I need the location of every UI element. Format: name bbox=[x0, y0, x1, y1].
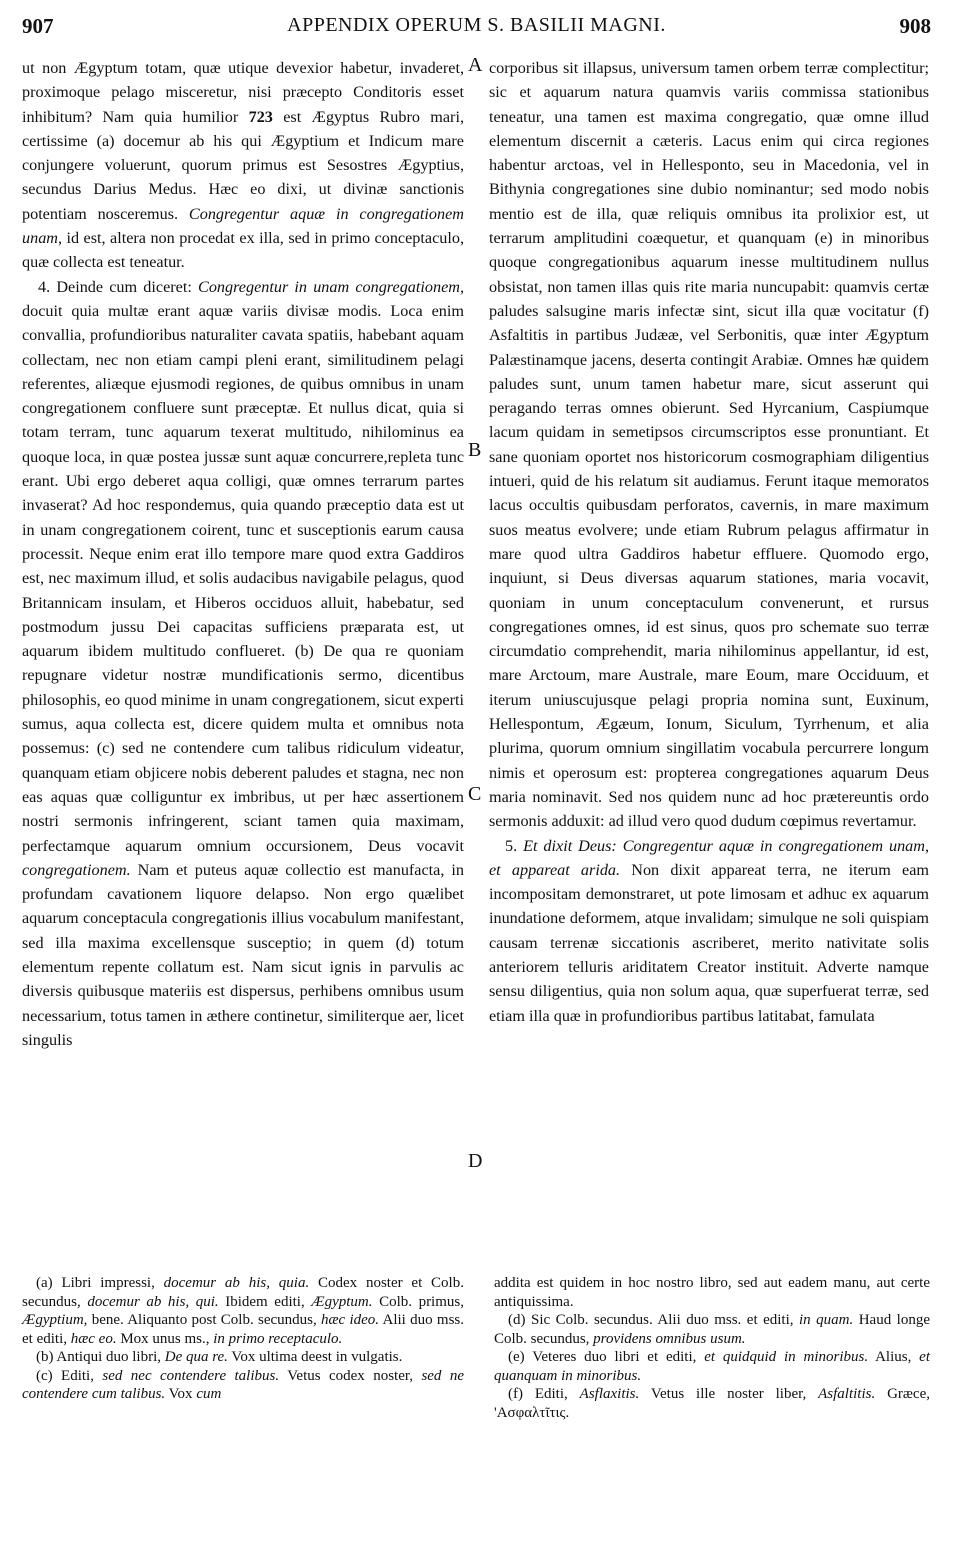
page-number-left: 907 bbox=[22, 14, 54, 38]
page-number-right: 908 bbox=[899, 14, 931, 38]
paragraph-continuation: ut non Ægyptum totam, quæ utique devexior habetur, invaderet, proximoque pelago misceretur, nisi præcepto Conditoris esset inhibitum? Nam quia humilior 723 est Ægyptus Rubro mari, certissime (a) docemur ab his qui Ægyptium et Indicum mare conjungere voluerunt, quorum primus est Sesostres Ægyptius, secundus Darius Medus. Hæc eo dixi, ut divinæ sanctionis potentiam nosceremus. Congregentur aquæ in congregationem unam, id est, altera non procedat ex illa, sed in primo conceptaculo, quæ collecta est teneatur. bbox=[22, 59, 464, 272]
footnote-e: (e) Veteres duo libri et editi, et quidquid in minoribus. Alius, et quanquam in minoribus. bbox=[494, 1349, 930, 1384]
paragraph-continuation-right: corporibus sit illapsus, universum tamen orbem terræ complectitur; sic et aquarum natura quamvis variis commissa stationibus teneatur, una tamen est maxima congregatio, quæ omne illud elementum discernit a cæteris. Lacus enim qui circa regiones habentur arctoas, vel in Hellesponto, seu in Macedonia, vel in Bithynia congregationes sine dubio nominantur; sed modo nobis mentio est de illa, quæ reliquis omnibus ita prolixior est, ut terrarum amplitudini coæquetur, et quanquam (e) in minoribus quoque congregationibus aquarum inesse multitudinem nullus obsistat, non tamen illas quis rite maria nuncupabit: quamvis certæ paludes salsugine maris infectæ sint, sicut illa quæ vocitatur (f) Asfaltitis in partibus Judææ, vel Serbonitis, quæ inter Ægyptum Palæstinamque jacens, deserta contingit Arabiæ. Omnes hæ quidem paludes sunt, unum tamen habetur mare, sicut asserunt qui peragando terras omnes obierunt. Sed Hyrcanium, Caspiumque lacum quidam in semetipsos circumscriptos esse pronuntiant. Et sane quoniam oportet nos historicorum cosmographiam diligentius intueri, quid de his relatum sit audiamus. Ferunt itaque memoratos lacus occultis quibusdam perforatos, cavernis, in mare maximum suos meatus evolvere; unde etiam Rubrum pelagus affirmatur in mare quod ultra Gaddiros habetur effluere. Quomodo ergo, inquiunt, si Deus diversas aquarum stationes, maria vocavit, quoniam in unum conceptaculum convenerunt, et rursus congregationes omnes, id est sinus, quos pro schemate suo terræ circumdatio comprehendit, maria nihilominus appellantur, id est, mare Arctoum, mare Australe, mare Eoum, mare Occiduum, et iterum uniuscujusque pelagi propria nomina sunt, Euxinum, Hellespontum, Ægæum, Ionum, Siculum, Tyrrhenum, et alia plurima, quorum omnium singillatim vocabula percurrere longum nimis et operosum est: propterea congregationes aquarum Deus maria nominavit. Sed nos quidem nunc ad hoc prætereuntis ordo sermonis adduxit: ad illud vero quod dudum cœpimus revertamur. bbox=[489, 59, 929, 831]
column-number: 723 bbox=[248, 107, 273, 126]
right-column bbox=[489, 56, 929, 1028]
running-title: APPENDIX OPERUM S. BASILII MAGNI. bbox=[287, 14, 666, 36]
section-marker-d: D bbox=[468, 1150, 483, 1172]
paragraph-4: 4. Deinde cum diceret: Congregentur in unam congregationem, docuit quia multæ erant aquæ variis divisæ modis. Loca enim convallia, profundioribus naturaliter cavata spatiis, habebant aquam collectam, nec non etiam campi pleni erant, similitudinem pelagi referentes, aliæque ejusmodi regiones, de quibus omnibus in unam congregationem confluere sunt præceptæ. Et nullus dicat, quia si totam terram, tunc aquarum texerat multitudo, nihilominus ea quoque loca, in quæ postea jussæ sunt aquæ concurrere,repleta tunc erant. Ubi ergo deberet aqua colligi, quæ omnes terrarum partes invaserat? Ad hoc respondemus, quia quando præceptio data est ut in unam congregationem coirent, tunc et susceptionis earum causa processit. Neque enim erat illo tempore mare quod extra Gaddiros est, nec maximum illud, et solis audacibus navigabile pelagus, quod Britannicam insulam, et Hiberos occiduos alluit, habebatur, sed postmodum jussu Dei capacitas sufficiens præparata est, ut aquarum ibidem multitudo conflueret. (b) De qua re quoniam repugnare videtur nostræ mundificationis sermo, dicentibus philosophis, eo quod minime in unam congregationem, sicut experti sumus, aqua collecta est, dicere quidem multa et omnibus nota possemus: (c) sed ne contendere cum talibus ridiculum videatur, quanquam etiam objicere nobis deberent paludes et stagna, nec non eas aquas quæ colliguntur ex imbribus, ut per hæc assertionem nostri sermonis infringerent, sciant tamen quia maximam, perfectamque aquarum omnium occursionem, Deus vocavit congregationem. Nam et puteus aquæ collectio est manufacta, in profundam cavationem liquore delapso. Non ergo quælibet aquarum conceptacula congregationis illius vocabulum manifestant, sed illa maxima excellensque susceptio; in quem (d) totum elementum repente collatum est. Nam sicut ignis in parvulis ac diversis quibusque materiis est dispersus, perhibens omnibus usum necessarium, totus tamen in æthere continetur, similiterque aer, licet singulis bbox=[22, 277, 464, 1049]
paragraph-5: 5. Et dixit Deus: Congregentur aquæ in congregationem unam, et appareat arida. Non dixit appareat terra, ne iterum eam incompositam demonstraret, ut pote limosam et adhuc ex aquarum inundatione deformem, atque invalidam; simulque ne soli quispiam causam terrenæ siccationis ascriberet, merito nativitate solis anteriorem telluris ariditatem Creator instituit. Adverte namque sensu diligentius, quia non solum aqua, quæ superfuerat terræ, sed etiam illa quæ in profundioribus partibus latitabat, famulata bbox=[489, 836, 930, 1025]
footnote-c: (c) Editi, sed nec contendere talibus. Vetus codex noster, sed ne contendere cum talibus. Vox cum bbox=[22, 1367, 464, 1402]
footnotes-left bbox=[22, 1274, 464, 1404]
footnote-f: (f) Editi, Asflaxitis. Vetus ille noster liber, Asfaltitis. Græce, 'Ασφαλτῖτις. bbox=[494, 1386, 930, 1421]
section-marker-c: C bbox=[468, 783, 482, 805]
section-marker-b: B bbox=[468, 439, 482, 461]
section-marker-a: A bbox=[468, 54, 483, 76]
footnote-d: (d) Sic Colb. secundus. Alii duo mss. et editi, in quam. Haud longe Colb. secundus, providens omnibus usum. bbox=[494, 1312, 930, 1347]
left-column bbox=[22, 56, 464, 1052]
footnote-a: (a) Libri impressi, docemur ab his, quia. Codex noster et Colb. secundus, docemur ab his, qui. Ibidem editi, Ægyptum. Colb. primus, Ægyptium, bene. Aliquanto post Colb. secundus, hæc ideo. Alii duo mss. et editi, hæc eo. Mox unus ms., in primo receptaculo. bbox=[22, 1275, 464, 1347]
page-header bbox=[0, 14, 953, 44]
footnotes-right bbox=[494, 1274, 930, 1422]
footnote-c-continued: addita est quidem in hoc nostro libro, sed aut eadem manu, aut certe antiquissima. bbox=[494, 1275, 930, 1310]
footnote-b: (b) Antiqui duo libri, De qua re. Vox ultima deest in vulgatis. bbox=[36, 1349, 403, 1365]
